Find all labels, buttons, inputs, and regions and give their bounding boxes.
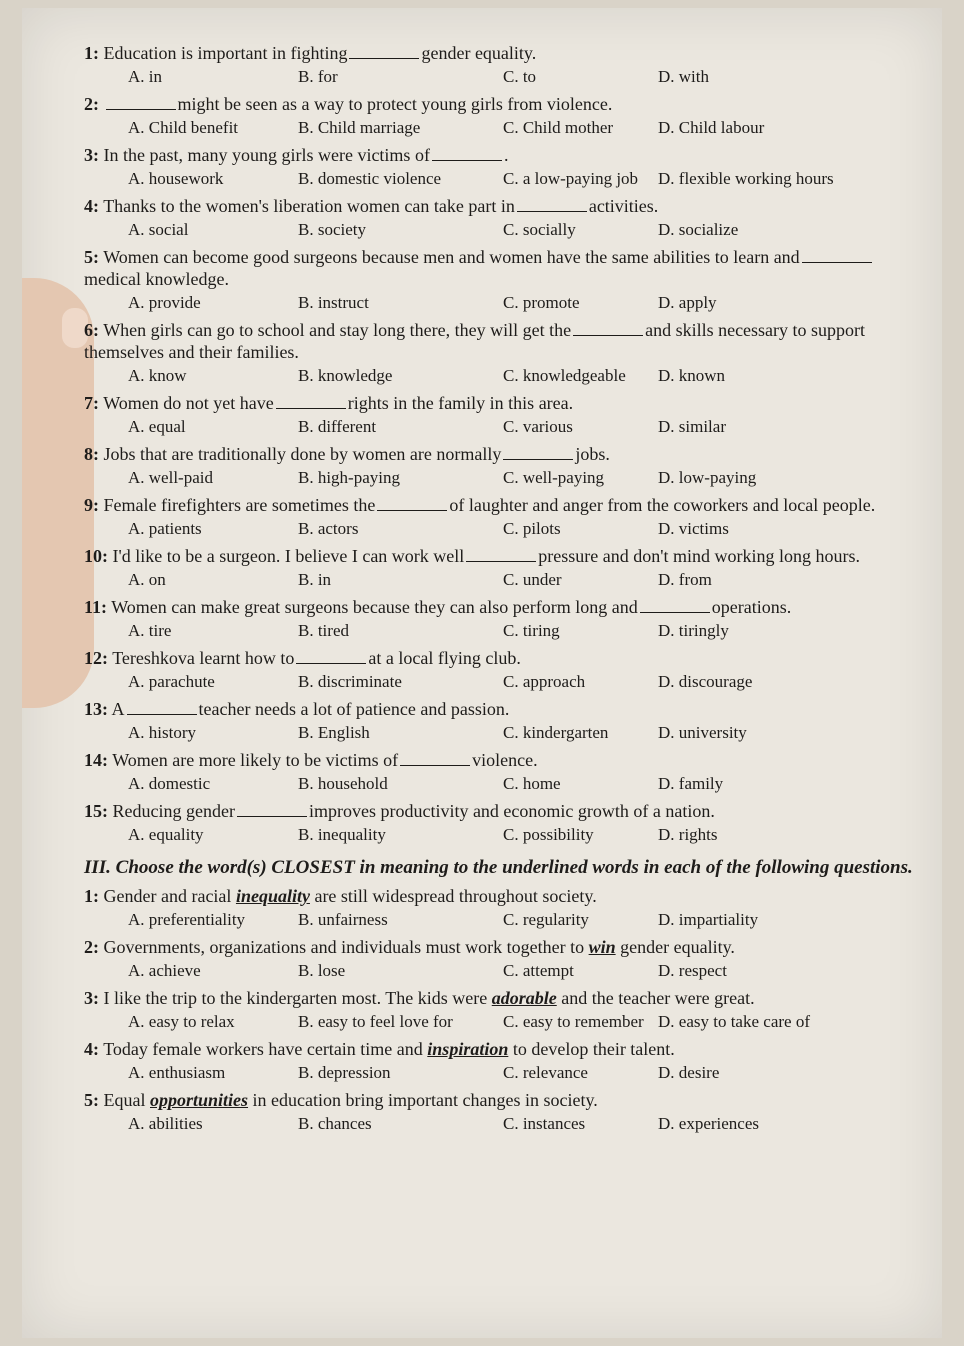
answer-option[interactable]: D. tiringly [658,621,729,640]
question-text-after: in education bring important changes in society. [252,1090,598,1110]
question-number: 1: [84,886,99,906]
answer-option[interactable]: B. household [298,774,388,793]
question-text-after: improves productivity and economic growth of a nation. [308,801,715,821]
answer-option[interactable]: D. desire [658,1063,720,1082]
question-number: 2: [84,937,99,957]
question-text-after: might be seen as a way to protect young girls from violence. [177,94,613,114]
question-number: 12: [84,648,108,668]
answer-option[interactable]: D. similar [658,417,726,436]
answer-options [128,292,914,313]
question-number: 7: [84,393,99,413]
underlined-word: win [588,937,616,957]
question-text-after: and the teacher were great. [561,988,755,1008]
question-text-before: Reducing gender [112,801,235,821]
question-text-before: Governments, organizations and individuals must work together to [103,937,585,957]
question-text-before: When girls can go to school and stay long there, they will get the [103,320,572,340]
question-text-before: Thanks to the women's liberation women can take part in [103,196,515,216]
answer-blank[interactable] [503,445,573,460]
section-heading: III. Choose the word(s) CLOSEST in meaning to the underlined words in each of the following questions. [84,857,913,878]
answer-option[interactable]: C. socially [503,220,576,239]
answer-option[interactable]: D. easy to take care of [658,1012,810,1031]
underlined-word: adorable [491,988,557,1008]
answer-options [128,66,914,87]
question-number: 8: [84,444,99,464]
question-text-after: violence. [472,750,538,770]
question-item [84,443,914,465]
answer-blank[interactable] [573,321,643,336]
answer-option[interactable]: D. apply [658,293,717,312]
answer-blank[interactable] [400,751,470,766]
answer-options [128,117,914,138]
worksheet-page [22,8,942,1338]
answer-option[interactable]: C. regularity [503,910,589,929]
multiple-choice-section [84,42,914,845]
answer-option[interactable]: B. chances [298,1114,372,1133]
answer-option[interactable]: C. to [503,67,537,86]
answer-option[interactable]: C. kindergarten [503,723,609,742]
answer-options [128,219,914,240]
answer-options [128,518,914,539]
answer-blank[interactable] [276,394,346,409]
answer-option[interactable]: C. relevance [503,1063,588,1082]
question-text-before: Equal [103,1090,146,1110]
question-text-after: teacher needs a lot of patience and passion. [198,699,510,719]
answer-option[interactable]: B. high-paying [298,468,400,487]
answer-blank[interactable] [466,547,536,562]
answer-option[interactable]: A. enthusiasm [128,1063,226,1082]
answer-option[interactable]: C. various [503,417,573,436]
question-text-after: gender equality. [620,937,735,957]
question-item [84,42,914,64]
answer-option[interactable]: D. experiences [658,1114,760,1133]
answer-option[interactable]: C. instances [503,1114,586,1133]
answer-option[interactable]: D. victims [658,519,729,538]
answer-option[interactable]: B. different [298,417,377,436]
answer-blank[interactable] [237,802,307,817]
answer-options [128,722,914,743]
question-text-before: In the past, many young girls were victims of [103,145,430,165]
question-text-after: to develop their talent. [512,1039,675,1059]
question-number: 2: [84,94,99,114]
question-item [84,885,914,907]
answer-blank[interactable] [802,248,872,263]
answer-option[interactable]: A. history [128,723,196,742]
question-item [84,545,914,567]
answer-options [128,168,914,189]
question-number: 5: [84,247,99,267]
answer-options [128,1011,914,1032]
answer-option[interactable]: B. actors [298,519,359,538]
question-text-before: Education is important in fighting [103,43,348,63]
question-text-after: rights in the family in this area. [347,393,574,413]
answer-options [128,824,914,845]
question-item [84,93,914,115]
question-item [84,596,914,618]
answer-blank[interactable] [640,598,710,613]
question-text-after: operations. [711,597,792,617]
question-text-before: I like the trip to the kindergarten most. The kids were [103,988,488,1008]
answer-option[interactable]: C. easy to remember [503,1012,644,1031]
question-text-before: Today female workers have certain time and [103,1039,423,1059]
question-text-after: medical knowledge. [84,269,229,289]
answer-option[interactable]: A. equal [128,417,186,436]
answer-options [128,773,914,794]
question-text-after: of laughter and anger from the coworkers and local people. [449,495,876,515]
underlined-word: opportunities [150,1090,249,1110]
answer-options [128,671,914,692]
answer-options [128,960,914,981]
answer-blank[interactable] [517,197,587,212]
answer-option[interactable]: C. promote [503,293,580,312]
question-number: 3: [84,145,99,165]
answer-option[interactable]: C. a low-paying job [503,169,639,188]
exercise-sheet [84,36,914,1138]
answer-options [128,1062,914,1083]
question-item [84,319,914,363]
question-text-before: Gender and racial [103,886,232,906]
answer-option[interactable]: B. knowledge [298,366,393,385]
answer-option[interactable]: B. depression [298,1063,391,1082]
answer-option[interactable]: A. patients [128,519,202,538]
question-number: 1: [84,43,99,63]
question-item [84,1089,914,1111]
answer-option[interactable]: B. instruct [298,293,369,312]
answer-option[interactable]: A. provide [128,293,201,312]
synonym-section [84,885,914,1134]
answer-option[interactable]: D. family [658,774,724,793]
answer-options [128,416,914,437]
answer-option[interactable]: A. preferentiality [128,910,246,929]
answer-option[interactable]: B. society [298,220,366,239]
question-text-before: Tereshkova learnt how to [112,648,295,668]
answer-options [128,909,914,930]
answer-option[interactable]: A. parachute [128,672,215,691]
answer-blank[interactable] [349,44,419,59]
answer-option[interactable]: B. in [298,570,332,589]
answer-option[interactable]: B. inequality [298,825,386,844]
question-item [84,494,914,516]
question-text-before: Women can become good surgeons because men and women have the same abilities to learn and [103,247,800,267]
answer-option[interactable]: C. tiring [503,621,560,640]
answer-blank[interactable] [127,700,197,715]
question-item [84,800,914,822]
question-number: 4: [84,196,99,216]
answer-option[interactable]: B. Child marriage [298,118,421,137]
question-text-before: I'd like to be a surgeon. I believe I can work well [112,546,465,566]
answer-option[interactable]: C. knowledgeable [503,366,626,385]
answer-option[interactable]: B. lose [298,961,346,980]
underlined-word: inequality [235,886,310,906]
answer-option[interactable]: B. easy to feel love for [298,1012,453,1031]
underlined-word: inspiration [427,1039,509,1059]
answer-option[interactable]: A. equality [128,825,204,844]
answer-option[interactable]: C. pilots [503,519,561,538]
question-text-before: A [111,699,125,719]
question-text-after: and skills necessary to support themselves and their families. [84,320,866,362]
answer-options [128,569,914,590]
question-text-after: . [503,145,509,165]
question-number: 15: [84,801,108,821]
answer-option[interactable]: C. possibility [503,825,594,844]
question-text-after: at a local flying club. [368,648,521,668]
answer-option[interactable]: B. English [298,723,370,742]
answer-option[interactable]: A. know [128,366,187,385]
answer-option[interactable]: A. easy to relax [128,1012,235,1031]
answer-blank[interactable] [377,496,447,511]
answer-option[interactable]: A. domestic [128,774,211,793]
question-text-before: Women do not yet have [103,393,274,413]
answer-options [128,620,914,641]
answer-option[interactable]: D. rights [658,825,718,844]
answer-option[interactable]: C. attempt [503,961,574,980]
answer-options [128,467,914,488]
answer-option[interactable]: A. tire [128,621,172,640]
answer-option[interactable]: D. impartiality [658,910,759,929]
answer-option[interactable]: A. in [128,67,162,86]
answer-option[interactable]: D. socialize [658,220,739,239]
answer-option[interactable]: B. discriminate [298,672,402,691]
answer-option[interactable]: A. social [128,220,189,239]
answer-option[interactable]: C. Child mother [503,118,614,137]
question-item [84,987,914,1009]
answer-option[interactable]: A. on [128,570,166,589]
answer-option[interactable]: C. under [503,570,562,589]
question-text-after: are still widespread throughout society. [314,886,597,906]
answer-option[interactable]: D. with [658,67,709,86]
answer-options [128,1113,914,1134]
question-text-after: gender equality. [421,43,537,63]
question-number: 9: [84,495,99,515]
answer-option[interactable]: A. abilities [128,1114,203,1133]
question-item [84,698,914,720]
answer-option[interactable]: B. for [298,67,338,86]
question-item [84,195,914,217]
question-number: 3: [84,988,99,1008]
question-number: 10: [84,546,108,566]
question-text-before: Jobs that are traditionally done by women are normally [103,444,502,464]
question-text-before: Female firefighters are sometimes the [103,495,376,515]
answer-option[interactable]: D. university [658,723,747,742]
answer-blank[interactable] [432,146,502,161]
question-number: 11: [84,597,108,617]
question-text-after: jobs. [575,444,610,464]
answer-option[interactable]: D. Child labour [658,118,765,137]
answer-option[interactable]: B. unfairness [298,910,388,929]
answer-option[interactable]: D. discourage [658,672,753,691]
question-item [84,392,914,414]
answer-option[interactable]: C. home [503,774,561,793]
answer-option[interactable]: B. domestic violence [298,169,442,188]
answer-option[interactable]: A. housework [128,169,224,188]
question-item [84,936,914,958]
question-item [84,144,914,166]
answer-blank[interactable] [106,95,176,110]
question-text-before: Women can make great surgeons because they can also perform long and [111,597,638,617]
answer-option[interactable]: D. known [658,366,726,385]
answer-option[interactable]: B. tired [298,621,349,640]
question-item [84,1038,914,1060]
question-item [84,246,914,290]
question-number: 5: [84,1090,99,1110]
question-number: 14: [84,750,108,770]
answer-option[interactable]: D. from [658,570,712,589]
answer-option[interactable]: C. well-paying [503,468,605,487]
answer-option[interactable]: A. well-paid [128,468,213,487]
question-text-before: Women are more likely to be victims of [112,750,399,770]
question-number: 6: [84,320,99,340]
answer-blank[interactable] [296,649,366,664]
question-text-after: activities. [588,196,659,216]
answer-option[interactable]: D. respect [658,961,727,980]
answer-options [128,365,914,386]
answer-option[interactable]: D. low-paying [658,468,757,487]
question-item [84,647,914,669]
answer-option[interactable]: D. flexible working hours [658,169,834,188]
question-number: 13: [84,699,108,719]
answer-option[interactable]: C. approach [503,672,586,691]
answer-option[interactable]: A. Child benefit [128,118,239,137]
question-text-after: pressure and don't mind working long hours. [538,546,861,566]
answer-option[interactable]: A. achieve [128,961,201,980]
question-item [84,749,914,771]
question-number: 4: [84,1039,99,1059]
